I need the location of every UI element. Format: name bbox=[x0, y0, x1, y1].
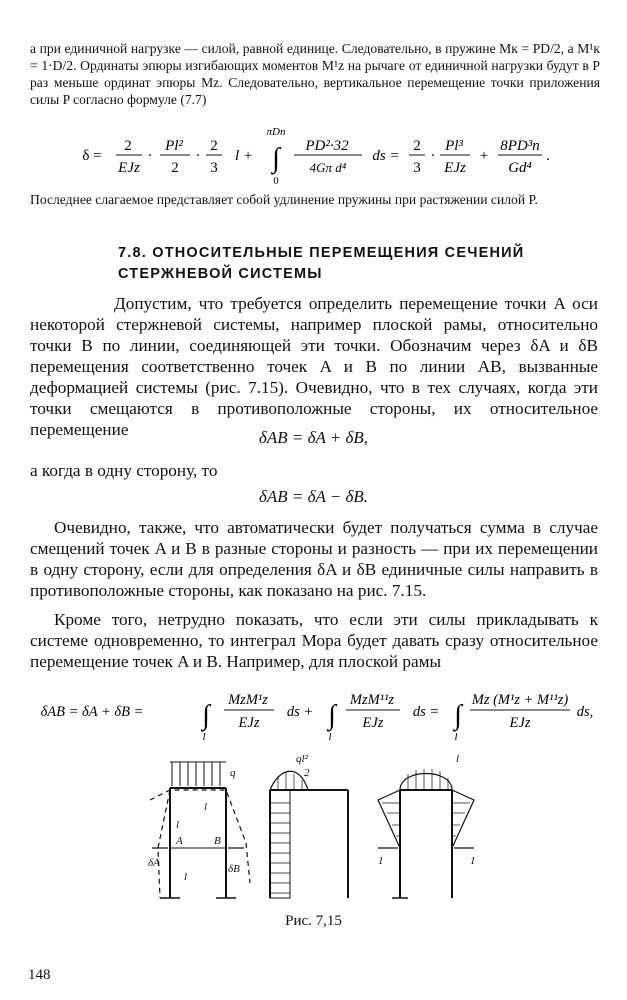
top-paragraph bbox=[30, 40, 600, 108]
equation-diff-text: δAB = δA − δB. bbox=[258, 487, 369, 506]
frame-diagram bbox=[150, 762, 250, 898]
f2-t3-num: Mz (M¹z + M¹¹z) bbox=[471, 692, 569, 708]
paragraph-1-text: Допустим, что требуется определить перемещение точки A оси некоторой стержневой системы, например плоской рамы, относительно точки B по линии, соединяющей эти точки. Обозначим через δA и δB перемещения соответственно точек A и B по линии AB, вызванные деформацией системы (рис. 7.15). Очевидно, что в тех случаях, когда эти точки смещаются в противоположные стороны, их относительное перемещение bbox=[30, 294, 598, 439]
f2-int3-lower: l bbox=[454, 731, 458, 743]
moment-diagram-unit bbox=[378, 769, 474, 898]
f1-frac1-den: EJz bbox=[118, 160, 140, 176]
section-heading-line1: 7.8. ОТНОСИТЕЛЬНЫЕ ПЕРЕМЕЩЕНИЯ СЕЧЕНИЙ bbox=[118, 245, 525, 261]
label-1-left: 1 bbox=[378, 855, 384, 867]
f1-int-den: 4Gπ d⁴ bbox=[309, 160, 347, 175]
f1-frac2-den: 2 bbox=[171, 160, 179, 176]
integral-sign: ∫ bbox=[272, 143, 280, 174]
f2-int2-lower: l bbox=[328, 731, 332, 743]
moment-unit-labels bbox=[378, 753, 476, 867]
f1-r1-num: 2 bbox=[413, 138, 421, 154]
moment-diagram-mz bbox=[270, 771, 348, 898]
last-term-note-text: Последнее слагаемое представляет собой удлинение пружины при растяжении силой P. bbox=[30, 192, 538, 207]
f2-ds3: ds, bbox=[576, 704, 594, 720]
f1-end: . bbox=[546, 148, 550, 164]
f1-r3-num: 8PD³n bbox=[500, 138, 540, 154]
f1-frac3-den: 3 bbox=[210, 160, 218, 176]
equation-diff bbox=[0, 487, 627, 507]
f1-ds: ds = bbox=[372, 148, 400, 164]
page-number bbox=[28, 967, 51, 984]
f1-lhs: δ = bbox=[82, 148, 102, 164]
label-l-bottom: l bbox=[184, 871, 188, 883]
label-l-top: l bbox=[204, 801, 208, 813]
figure-7-15 bbox=[130, 748, 520, 908]
paragraph-3 bbox=[30, 609, 598, 672]
f2-t2-num: MzM¹¹z bbox=[349, 692, 395, 708]
f2-int1: ∫ bbox=[202, 700, 210, 731]
label-dA: δA bbox=[148, 857, 160, 869]
paragraph-2 bbox=[30, 517, 598, 601]
equation-sum-text: δAB = δA + δB, bbox=[258, 428, 369, 447]
section-heading-line2: СТЕРЖНЕВОЙ СИСТЕМЫ bbox=[118, 266, 323, 282]
f1-plus: + bbox=[479, 148, 489, 164]
f1-r3-den: Gd⁴ bbox=[508, 160, 532, 176]
f1-frac3-num: 2 bbox=[210, 138, 218, 154]
formula-2 bbox=[30, 680, 598, 744]
one-side-line bbox=[30, 460, 598, 481]
f1-frac2-num: Pl² bbox=[165, 138, 183, 154]
figure-caption-text: Рис. 7,15 bbox=[285, 913, 342, 929]
f1-l-term: l + bbox=[234, 148, 254, 164]
last-term-note bbox=[30, 191, 600, 208]
label-B: B bbox=[214, 835, 221, 847]
formula-1 bbox=[80, 122, 600, 188]
label-dB: δB bbox=[228, 863, 240, 875]
svg-text:·: · bbox=[430, 148, 436, 164]
f1-int-upper: πDn bbox=[266, 126, 286, 138]
f1-r1-den: 3 bbox=[413, 160, 421, 176]
label-q: q bbox=[230, 767, 236, 779]
svg-text:·: · bbox=[147, 148, 153, 164]
paragraph-3-text: Кроме того, нетрудно показать, что если эти силы прикладывать к системе одновременно, то интеграл Мора будет давать сразу относительное перемещение точек A и B. Например, для плоской рамы bbox=[30, 610, 598, 671]
f2-t3-den: EJz bbox=[509, 715, 531, 731]
f2-t1-num: MzM¹z bbox=[228, 692, 268, 708]
section-heading bbox=[118, 243, 578, 285]
f2-ds2: ds = bbox=[412, 704, 440, 720]
label-1-right: 1 bbox=[470, 855, 476, 867]
label-l-right: l bbox=[456, 753, 460, 765]
label-2: 2 bbox=[304, 767, 310, 779]
f1-int-num: PD²·32 bbox=[305, 138, 349, 154]
label-l-left: l bbox=[176, 819, 180, 831]
svg-text:·: · bbox=[195, 148, 201, 164]
f2-lhs: δAB = δA + δB = bbox=[40, 704, 144, 720]
f2-t1-den: EJz bbox=[238, 715, 260, 731]
paragraph-2-text: Очевидно, также, что автоматически будет получаться сумма в случае смещений точек A и B в разные стороны и разность — при их перемещении в одну сторону, если для определения δA и δB единичные силы направить в противоположные стороны, как показано на рис. 7.15. bbox=[30, 518, 598, 600]
one-side-text: а когда в одну сторону, то bbox=[30, 461, 218, 480]
f1-r2-num: Pl³ bbox=[445, 138, 463, 154]
figure-caption bbox=[0, 913, 627, 930]
page-number-text: 148 bbox=[28, 967, 51, 983]
f2-ds1: ds + bbox=[286, 704, 314, 720]
moment-mz-labels bbox=[296, 753, 310, 779]
f2-int3: ∫ bbox=[454, 700, 462, 731]
equation-sum bbox=[0, 428, 627, 448]
f2-int2: ∫ bbox=[328, 700, 336, 731]
label-ql2: ql² bbox=[296, 753, 308, 765]
f2-t2-den: EJz bbox=[362, 715, 384, 731]
f1-r2-den: EJz bbox=[444, 160, 466, 176]
top-paragraph-text: а при единичной нагрузке — силой, равной единице. Следовательно, в пружине Mк = PD/2, а M¹к = 1·D/2. Ординаты эпюры изгибающих моментов M¹z на рычаге от единичной нагрузки будут в P раз меньше ординат эпюры Mz. Следовательно, вертикальное перемещение точки приложения силы P согласно формуле (7.7) bbox=[30, 41, 600, 107]
label-A: A bbox=[176, 835, 183, 847]
f1-frac1-num: 2 bbox=[124, 138, 132, 154]
f1-int-lower: 0 bbox=[273, 175, 279, 187]
paragraph-1 bbox=[30, 293, 598, 440]
f2-int1-lower: l bbox=[202, 731, 206, 743]
